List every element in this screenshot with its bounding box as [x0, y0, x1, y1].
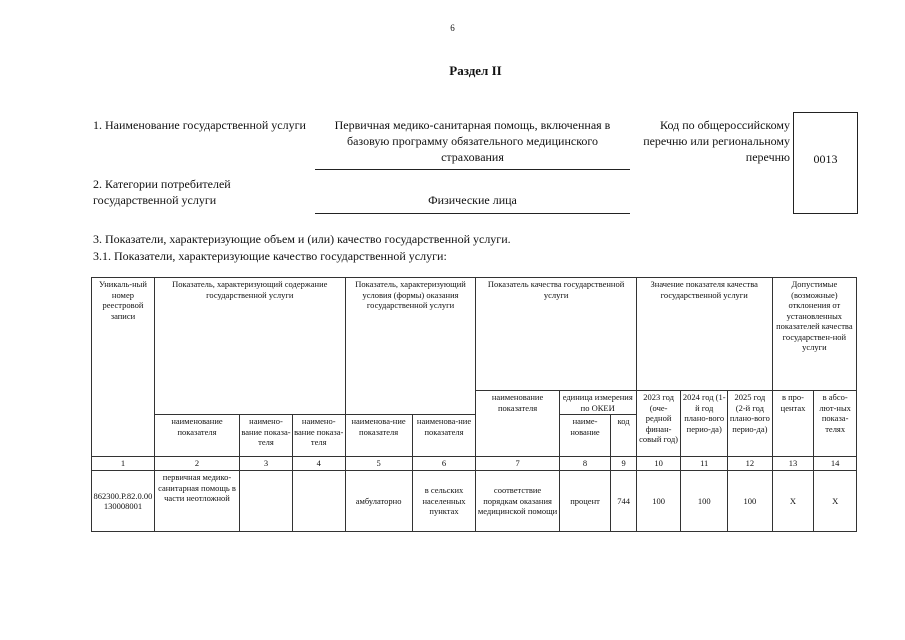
header-indicator-name: наименование показателя — [476, 391, 559, 457]
column-number: 10 — [636, 457, 681, 471]
header-quality-indicator: Показатель качества государственной услуги — [476, 278, 636, 391]
code-value: 0013 — [813, 152, 838, 166]
column-number: 1 — [92, 457, 155, 471]
cell-condition-1: амбулаторно — [345, 471, 412, 532]
header-unit-okei: единица измерения по ОКЕИ — [559, 391, 636, 415]
column-number: 2 — [154, 457, 239, 471]
column-number: 7 — [476, 457, 559, 471]
cell-condition-2: в сельских населенных пунктах — [412, 471, 476, 532]
code-box — [793, 112, 858, 214]
consumers-label: 2. Категории потребителей государственной услуги — [93, 177, 231, 207]
cell-content-1: первичная медико-санитарная помощь в части неотложной — [154, 471, 239, 532]
header-year-2023: 2023 год (оче-редной финан-совый год) — [636, 391, 681, 457]
column-number: 9 — [611, 457, 636, 471]
cell-unit-name: процент — [559, 471, 611, 532]
cell-value-2024: 100 — [681, 471, 728, 532]
header-col2-name: наименование показателя — [154, 415, 239, 457]
column-number: 12 — [728, 457, 773, 471]
column-number: 8 — [559, 457, 611, 471]
header-in-percent: в про-центах — [772, 391, 814, 457]
column-number: 14 — [814, 457, 857, 471]
service-name-value: Первичная медико-санитарная помощь, включенная в базовую программу обязательного медицинского страхования — [334, 118, 611, 164]
consumers-value: Физические лица — [428, 193, 517, 207]
header-conditions-indicator: Показатель, характеризующий условия (формы) оказания государственной услуги — [345, 278, 476, 415]
header-deviation: Допустимые (возможные) отклонения от установленных показателей качества государствен-ной услуги — [772, 278, 856, 391]
column-number: 5 — [345, 457, 412, 471]
header-quality-value: Значение показателя качества государственной услуги — [636, 278, 772, 391]
table-row — [92, 471, 857, 532]
consumers-underline — [315, 213, 630, 214]
header-col4-name: наимено-вание показа-теля — [292, 415, 345, 457]
cell-content-2 — [240, 471, 293, 532]
column-number: 13 — [772, 457, 814, 471]
header-year-2025: 2025 год (2-й год плано-вого перио-да) — [728, 391, 773, 457]
column-numbers-row — [92, 457, 857, 471]
cell-registry-number: 862300.Р.82.0.00130008001 — [92, 471, 155, 532]
header-in-absolute: в абсо-лют-ных показа-телях — [814, 391, 857, 457]
section-title: Раздел II — [449, 63, 502, 78]
column-number: 6 — [412, 457, 476, 471]
service-name-underline — [315, 169, 630, 170]
column-number: 11 — [681, 457, 728, 471]
cell-deviation-absolute: Х — [814, 471, 857, 532]
header-content-indicator: Показатель, характеризующий содержание государственной услуги — [154, 278, 345, 415]
cell-content-3 — [292, 471, 345, 532]
code-label: Код по общероссийскому перечню или региональному перечню — [643, 118, 790, 164]
column-number: 4 — [292, 457, 345, 471]
heading-3: 3. Показатели, характеризующие объем и (или) качество государственной услуги. — [93, 232, 511, 246]
header-col6-name: наименова-ние показателя — [412, 415, 476, 457]
header-col3-name: наимено-вание показа-теля — [240, 415, 293, 457]
header-col5-name: наименова-ние показателя — [345, 415, 412, 457]
header-year-2024: 2024 год (1-й год плано-вого перио-да) — [681, 391, 728, 457]
cell-indicator-name: соответствие порядкам оказания медицинской помощи — [476, 471, 559, 532]
service-name-label: 1. Наименование государственной услуги — [93, 118, 306, 132]
cell-deviation-percent: Х — [772, 471, 814, 532]
quality-indicators-table — [91, 277, 857, 532]
page-number: 6 — [450, 23, 455, 33]
heading-3-1: 3.1. Показатели, характеризующие качество государственной услуги: — [93, 249, 447, 263]
header-unit-name: наиме-нование — [559, 415, 611, 457]
header-registry-number: Уникаль-ный номер реестровой записи — [92, 278, 155, 457]
header-unit-code: код — [611, 415, 636, 457]
column-number: 3 — [240, 457, 293, 471]
cell-unit-code: 744 — [611, 471, 636, 532]
cell-value-2025: 100 — [728, 471, 773, 532]
cell-value-2023: 100 — [636, 471, 681, 532]
